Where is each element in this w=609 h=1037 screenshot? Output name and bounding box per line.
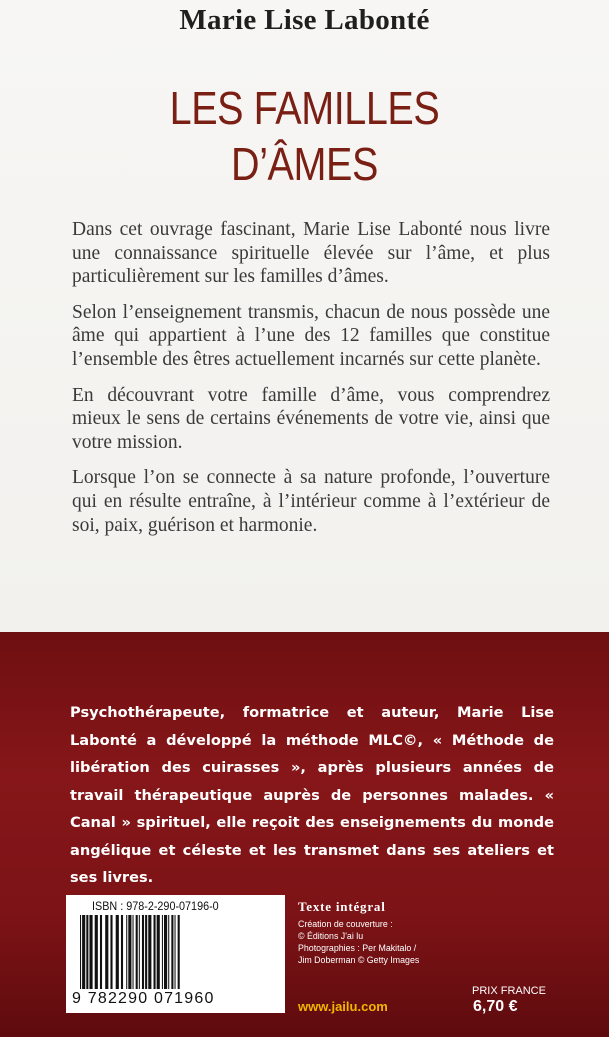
barcode-panel: [66, 895, 285, 1013]
price-label: PRIX FRANCE: [472, 985, 546, 997]
blurb-paragraph: Dans cet ouvrage fascinant, Marie Lise Labonté nous livre une connaissance spirituelle élevée sur l’âme, et plus particulièrement sur les familles d’âmes.: [72, 219, 550, 288]
credit-line: Jim Doberman © Getty Images: [298, 955, 420, 966]
book-title: [43, 80, 567, 192]
blurb-paragraph: En découvrant votre famille d’âme, vous comprendrez mieux le sens de certains événements de votre vie, ainsi que votre mission.: [72, 384, 550, 453]
credit-line: © Éditions J'ai lu: [298, 931, 364, 942]
blurb: [72, 218, 550, 549]
credit-line: Photographies : Per Makitalo /: [298, 943, 417, 954]
author-bio: Psychothérapeute, formatrice et auteur, Marie Lise Labonté a développé la méthode MLC©, « Méthode de libération des cuirasses », après plusieurs années de travail thérapeutique auprès de personnes malades. « Canal » spirituel, elle reçoit des enseignements du monde angélique et céleste et les transmet dans ses ateliers et ses livres.: [70, 704, 554, 886]
title-line-2: D’ÂMES: [231, 138, 378, 190]
barcode-icon: [76, 915, 276, 993]
price-value: 6,70 €: [473, 998, 518, 1015]
author-name: Marie Lise Labonté: [179, 4, 430, 36]
texte-integral-label: Texte intégral: [298, 899, 386, 914]
barcode-digits: 9 782290 071960: [72, 990, 215, 1007]
publisher-website: www.jailu.com: [298, 999, 388, 1014]
cover-bottom-section: [0, 632, 609, 1037]
blurb-paragraph: Selon l’enseignement transmis, chacun de nous possède une âme qui appartient à l’une des 12 familles que constitue l’ensemble des êtres actuellement incarnés sur cette planète.: [72, 301, 550, 370]
isbn-label: ISBN : 978-2-290-07196-0: [92, 899, 219, 913]
blurb-paragraph: Lorsque l’on se connecte à sa nature profonde, l’ouverture qui en résulte entraîne, à l’intérieur comme à l’extérieur de soi, paix, guérison et harmonie.: [72, 467, 550, 536]
credits-block: [298, 899, 468, 967]
title-line-1: LES FAMILLES: [169, 82, 440, 134]
credit-line: Création de couverture :: [298, 919, 393, 930]
